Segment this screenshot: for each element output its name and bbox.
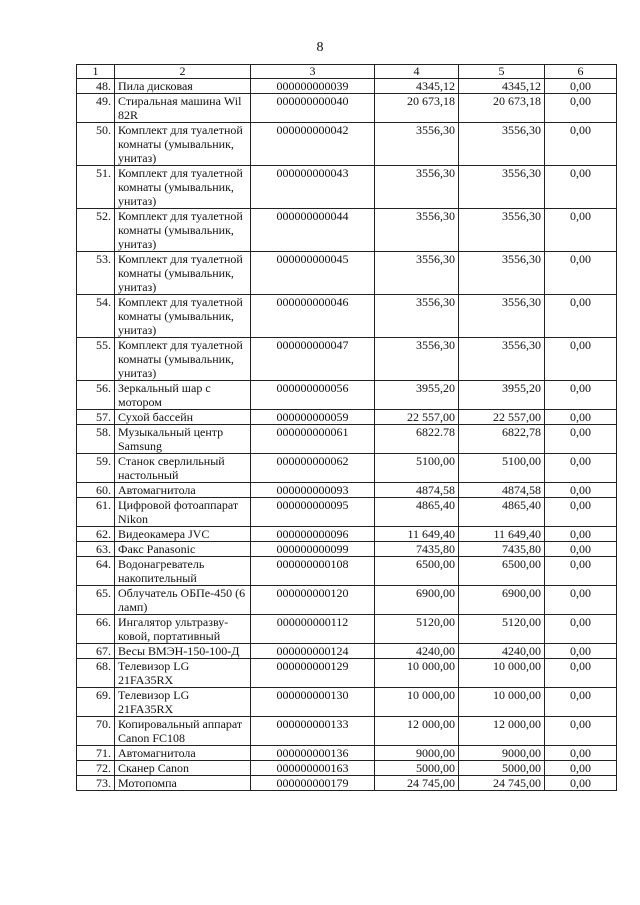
item-name: Облучатель ОБПе-450 (6 ламп) bbox=[115, 586, 251, 615]
row-number: 69. bbox=[77, 688, 115, 717]
row-number: 73. bbox=[77, 776, 115, 791]
row-number: 63. bbox=[77, 542, 115, 557]
item-name: Стиральная машина Wil 82R bbox=[115, 94, 251, 123]
row-number: 59. bbox=[77, 454, 115, 483]
inventory-code: 000000000095 bbox=[251, 498, 375, 527]
table-row bbox=[77, 498, 617, 527]
item-name: Музыкальный центр Samsung bbox=[115, 425, 251, 454]
item-name: Пила дисковая bbox=[115, 79, 251, 94]
inventory-code: 000000000130 bbox=[251, 688, 375, 717]
inventory-code: 000000000120 bbox=[251, 586, 375, 615]
table-row bbox=[77, 338, 617, 381]
value-col-4: 3556,30 bbox=[375, 209, 459, 252]
inventory-code: 000000000044 bbox=[251, 209, 375, 252]
value-col-6: 0,00 bbox=[545, 688, 617, 717]
value-col-5: 24 745,00 bbox=[459, 776, 545, 791]
item-name: Весы ВМЭН-150-100-Д bbox=[115, 644, 251, 659]
value-col-4: 4865,40 bbox=[375, 498, 459, 527]
inventory-code: 000000000108 bbox=[251, 557, 375, 586]
inventory-code: 000000000042 bbox=[251, 123, 375, 166]
column-header-1: 1 bbox=[77, 65, 115, 79]
table-row bbox=[77, 688, 617, 717]
row-number: 58. bbox=[77, 425, 115, 454]
table-row bbox=[77, 425, 617, 454]
item-name: Автомагнитола bbox=[115, 483, 251, 498]
value-col-6: 0,00 bbox=[545, 295, 617, 338]
item-name: Комплект для туалетной комнаты (умывальник, унитаз) bbox=[115, 166, 251, 209]
table-row bbox=[77, 557, 617, 586]
table-header-row bbox=[77, 65, 617, 79]
table-row bbox=[77, 79, 617, 94]
item-name: Мотопомпа bbox=[115, 776, 251, 791]
value-col-6: 0,00 bbox=[545, 746, 617, 761]
inventory-code: 000000000136 bbox=[251, 746, 375, 761]
row-number: 53. bbox=[77, 252, 115, 295]
value-col-5: 20 673,18 bbox=[459, 94, 545, 123]
value-col-6: 0,00 bbox=[545, 717, 617, 746]
value-col-5: 3556,30 bbox=[459, 123, 545, 166]
value-col-6: 0,00 bbox=[545, 527, 617, 542]
value-col-5: 3556,30 bbox=[459, 295, 545, 338]
value-col-5: 9000,00 bbox=[459, 746, 545, 761]
inventory-code: 000000000047 bbox=[251, 338, 375, 381]
value-col-5: 11 649,40 bbox=[459, 527, 545, 542]
value-col-6: 0,00 bbox=[545, 79, 617, 94]
inventory-code: 000000000133 bbox=[251, 717, 375, 746]
table-row bbox=[77, 717, 617, 746]
table-row bbox=[77, 615, 617, 644]
value-col-5: 7435,80 bbox=[459, 542, 545, 557]
row-number: 65. bbox=[77, 586, 115, 615]
item-name: Комплект для туалетной комнаты (умывальник, унитаз) bbox=[115, 123, 251, 166]
value-col-5: 3556,30 bbox=[459, 166, 545, 209]
table-row bbox=[77, 586, 617, 615]
item-name: Сканер Canon bbox=[115, 761, 251, 776]
row-number: 68. bbox=[77, 659, 115, 688]
inventory-code: 000000000179 bbox=[251, 776, 375, 791]
table-row bbox=[77, 454, 617, 483]
column-header-5: 5 bbox=[459, 65, 545, 79]
row-number: 49. bbox=[77, 94, 115, 123]
row-number: 71. bbox=[77, 746, 115, 761]
row-number: 67. bbox=[77, 644, 115, 659]
value-col-6: 0,00 bbox=[545, 659, 617, 688]
inventory-code: 000000000112 bbox=[251, 615, 375, 644]
table-row bbox=[77, 776, 617, 791]
value-col-4: 10 000,00 bbox=[375, 688, 459, 717]
value-col-4: 4874,58 bbox=[375, 483, 459, 498]
value-col-4: 5000,00 bbox=[375, 761, 459, 776]
value-col-6: 0,00 bbox=[545, 454, 617, 483]
inventory-code: 000000000059 bbox=[251, 410, 375, 425]
value-col-6: 0,00 bbox=[545, 410, 617, 425]
table-row bbox=[77, 94, 617, 123]
inventory-code: 000000000040 bbox=[251, 94, 375, 123]
value-col-6: 0,00 bbox=[545, 776, 617, 791]
value-col-4: 6822.78 bbox=[375, 425, 459, 454]
column-header-3: 3 bbox=[251, 65, 375, 79]
value-col-5: 3556,30 bbox=[459, 338, 545, 381]
value-col-5: 3556,30 bbox=[459, 209, 545, 252]
value-col-4: 3556,30 bbox=[375, 166, 459, 209]
column-header-2: 2 bbox=[115, 65, 251, 79]
inventory-code: 000000000096 bbox=[251, 527, 375, 542]
value-col-4: 4345,12 bbox=[375, 79, 459, 94]
table-body bbox=[77, 79, 617, 791]
row-number: 64. bbox=[77, 557, 115, 586]
value-col-5: 5120,00 bbox=[459, 615, 545, 644]
table-row bbox=[77, 252, 617, 295]
value-col-4: 3556,30 bbox=[375, 295, 459, 338]
value-col-4: 22 557,00 bbox=[375, 410, 459, 425]
inventory-code: 000000000046 bbox=[251, 295, 375, 338]
inventory-code: 000000000093 bbox=[251, 483, 375, 498]
value-col-6: 0,00 bbox=[545, 94, 617, 123]
inventory-code: 000000000163 bbox=[251, 761, 375, 776]
row-number: 48. bbox=[77, 79, 115, 94]
value-col-5: 6500,00 bbox=[459, 557, 545, 586]
row-number: 50. bbox=[77, 123, 115, 166]
value-col-5: 5000,00 bbox=[459, 761, 545, 776]
table-row bbox=[77, 542, 617, 557]
value-col-6: 0,00 bbox=[545, 557, 617, 586]
inventory-code: 000000000099 bbox=[251, 542, 375, 557]
value-col-5: 22 557,00 bbox=[459, 410, 545, 425]
table-row bbox=[77, 761, 617, 776]
value-col-4: 3556,30 bbox=[375, 123, 459, 166]
item-name: Телевизор LG 21FA35RX bbox=[115, 659, 251, 688]
item-name: Зеркальный шар с мотором bbox=[115, 381, 251, 410]
item-name: Комплект для туалетной комнаты (умывальник, унитаз) bbox=[115, 209, 251, 252]
table-row bbox=[77, 209, 617, 252]
value-col-4: 11 649,40 bbox=[375, 527, 459, 542]
item-name: Автомагнитола bbox=[115, 746, 251, 761]
inventory-code: 000000000043 bbox=[251, 166, 375, 209]
value-col-6: 0,00 bbox=[545, 425, 617, 454]
row-number: 51. bbox=[77, 166, 115, 209]
value-col-5: 4240,00 bbox=[459, 644, 545, 659]
value-col-5: 12 000,00 bbox=[459, 717, 545, 746]
value-col-4: 5120,00 bbox=[375, 615, 459, 644]
value-col-4: 9000,00 bbox=[375, 746, 459, 761]
value-col-4: 3955,20 bbox=[375, 381, 459, 410]
inventory-code: 000000000039 bbox=[251, 79, 375, 94]
table-row bbox=[77, 483, 617, 498]
value-col-4: 4240,00 bbox=[375, 644, 459, 659]
item-name: Водонагреватель накопительный bbox=[115, 557, 251, 586]
item-name: Станок сверлильный настольный bbox=[115, 454, 251, 483]
item-name: Цифровой фотоаппарат Nikon bbox=[115, 498, 251, 527]
item-name: Факс Panasonic bbox=[115, 542, 251, 557]
row-number: 56. bbox=[77, 381, 115, 410]
table-row bbox=[77, 410, 617, 425]
value-col-4: 6900,00 bbox=[375, 586, 459, 615]
value-col-6: 0,00 bbox=[545, 615, 617, 644]
value-col-6: 0,00 bbox=[545, 166, 617, 209]
row-number: 72. bbox=[77, 761, 115, 776]
value-col-4: 7435,80 bbox=[375, 542, 459, 557]
item-name: Сухой бассейн bbox=[115, 410, 251, 425]
row-number: 52. bbox=[77, 209, 115, 252]
value-col-4: 3556,30 bbox=[375, 338, 459, 381]
item-name: Телевизор LG 21FA35RX bbox=[115, 688, 251, 717]
inventory-code: 000000000045 bbox=[251, 252, 375, 295]
table-row bbox=[77, 659, 617, 688]
item-name: Комплект для туалетной комнаты (умывальник, унитаз) bbox=[115, 295, 251, 338]
table-row bbox=[77, 123, 617, 166]
value-col-5: 3556,30 bbox=[459, 252, 545, 295]
value-col-5: 6900,00 bbox=[459, 586, 545, 615]
value-col-5: 4874,58 bbox=[459, 483, 545, 498]
table-row bbox=[77, 527, 617, 542]
row-number: 57. bbox=[77, 410, 115, 425]
row-number: 66. bbox=[77, 615, 115, 644]
inventory-table bbox=[76, 64, 617, 791]
row-number: 60. bbox=[77, 483, 115, 498]
table-row bbox=[77, 746, 617, 761]
value-col-6: 0,00 bbox=[545, 542, 617, 557]
value-col-6: 0,00 bbox=[545, 644, 617, 659]
value-col-4: 6500,00 bbox=[375, 557, 459, 586]
value-col-6: 0,00 bbox=[545, 209, 617, 252]
item-name: Ингалятор ультразву-ковой, портативный bbox=[115, 615, 251, 644]
column-header-6: 6 bbox=[545, 65, 617, 79]
page-number: 8 bbox=[316, 40, 324, 55]
value-col-4: 12 000,00 bbox=[375, 717, 459, 746]
value-col-4: 5100,00 bbox=[375, 454, 459, 483]
inventory-code: 000000000062 bbox=[251, 454, 375, 483]
value-col-5: 4865,40 bbox=[459, 498, 545, 527]
table-row bbox=[77, 166, 617, 209]
inventory-code: 000000000056 bbox=[251, 381, 375, 410]
value-col-6: 0,00 bbox=[545, 338, 617, 381]
value-col-5: 10 000,00 bbox=[459, 688, 545, 717]
row-number: 70. bbox=[77, 717, 115, 746]
value-col-4: 10 000,00 bbox=[375, 659, 459, 688]
item-name: Копировальный аппарат Canon FC108 bbox=[115, 717, 251, 746]
value-col-6: 0,00 bbox=[545, 586, 617, 615]
value-col-5: 10 000,00 bbox=[459, 659, 545, 688]
row-number: 62. bbox=[77, 527, 115, 542]
table-row bbox=[77, 644, 617, 659]
inventory-code: 000000000061 bbox=[251, 425, 375, 454]
value-col-4: 3556,30 bbox=[375, 252, 459, 295]
inventory-code: 000000000124 bbox=[251, 644, 375, 659]
value-col-6: 0,00 bbox=[545, 483, 617, 498]
column-header-4: 4 bbox=[375, 65, 459, 79]
item-name: Комплект для туалетной комнаты (умывальник, унитаз) bbox=[115, 338, 251, 381]
table-row bbox=[77, 295, 617, 338]
row-number: 55. bbox=[77, 338, 115, 381]
value-col-6: 0,00 bbox=[545, 123, 617, 166]
value-col-6: 0,00 bbox=[545, 381, 617, 410]
item-name: Видеокамера JVC bbox=[115, 527, 251, 542]
value-col-6: 0,00 bbox=[545, 252, 617, 295]
value-col-5: 5100,00 bbox=[459, 454, 545, 483]
inventory-code: 000000000129 bbox=[251, 659, 375, 688]
value-col-6: 0,00 bbox=[545, 761, 617, 776]
value-col-6: 0,00 bbox=[545, 498, 617, 527]
value-col-5: 3955,20 bbox=[459, 381, 545, 410]
value-col-4: 24 745,00 bbox=[375, 776, 459, 791]
table-row bbox=[77, 381, 617, 410]
row-number: 61. bbox=[77, 498, 115, 527]
value-col-4: 20 673,18 bbox=[375, 94, 459, 123]
item-name: Комплект для туалетной комнаты (умывальник, унитаз) bbox=[115, 252, 251, 295]
row-number: 54. bbox=[77, 295, 115, 338]
value-col-5: 4345,12 bbox=[459, 79, 545, 94]
value-col-5: 6822,78 bbox=[459, 425, 545, 454]
